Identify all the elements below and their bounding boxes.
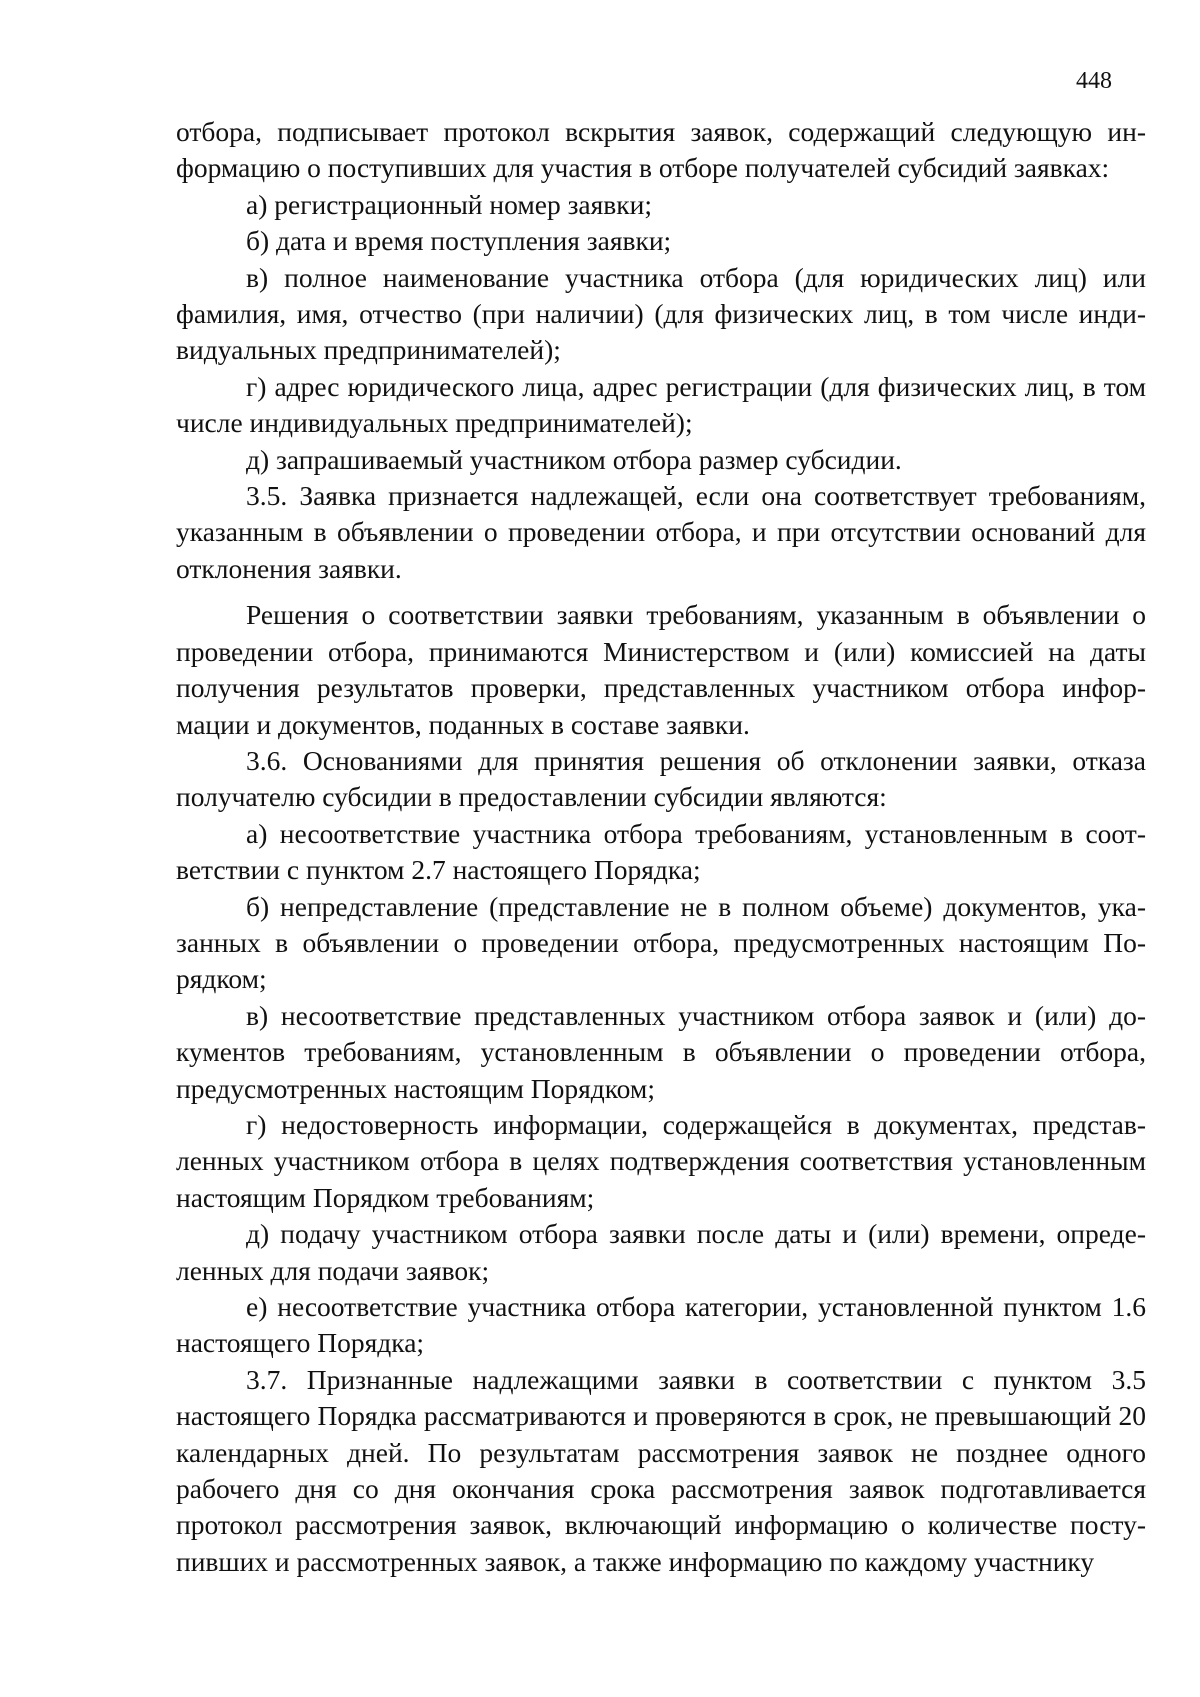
list-item-a: а) регистрационный номер заявки;: [246, 188, 652, 220]
paragraph-decisions: Решения о соответствии заявки требованиям, указанным в объявлении о проведении отбора, принимаются Министерством и (или) комиссией на даты получения результатов проверки, представленных участником отбора информации и документов, поданных в составе заявки.: [176, 599, 1146, 740]
rejection-item-g: г) недостоверность информации, содержащейся в документах, представленных участником отбора в целях подтверждения соответствия установленным настоящим Порядком требованиям;: [176, 1108, 1146, 1213]
list-item-b: б) дата и время поступления заявки;: [246, 225, 672, 257]
list-item-v: в) полное наименование участника отбора (для юридических лиц) или фамилия, имя, отчество (при наличии) (для физических лиц, в том числе индивидуальных предпринимателей);: [176, 261, 1146, 366]
rejection-item-d: д) подачу участником отбора заявки после даты и (или) времени, определенных для подачи заявок;: [176, 1218, 1146, 1286]
section-3-7: 3.7. Признанные надлежащими заявки в соответствии с пунктом 3.5 настоящего Порядка рассматриваются и проверяются в срок, не превышающий 20 календарных дней. По результатам рассмотрения заявок не позднее одного рабочего дня со дня окончания срока рассмотрения заявок подготавливается протокол рассмотрения заявок, включающий информацию о количестве поступивших и рассмотренных заявок, а также информацию по каждому участнику: [176, 1363, 1146, 1577]
page-number: 448: [1076, 68, 1112, 94]
document-body: [176, 114, 1146, 1580]
rejection-item-a: а) несоответствие участника отбора требованиям, установленным в соответствии с пунктом 2.7 настоящего Порядка;: [176, 817, 1146, 886]
list-item-g: г) адрес юридического лица, адрес регистрации (для физических лиц, в том числе индивидуальных предпринимателей);: [176, 370, 1146, 439]
list-item-d: д) запрашиваемый участником отбора размер субсидии.: [246, 443, 902, 475]
section-3-6: 3.6. Основаниями для принятия решения об отклонении заявки, отказа получателю субсидии в предоставлении субсидии являются:: [176, 744, 1146, 813]
section-3-5: 3.5. Заявка признается надлежащей, если она соответствует требованиям, указанным в объявлении о проведении отбора, и при отсутствии оснований для отклонения заявки.: [176, 480, 1146, 584]
rejection-item-v: в) несоответствие представленных участником отбора заявок и (или) документов требованиям, установленным в объявлении о проведении отбора, предусмотренных настоящим Порядком;: [176, 999, 1146, 1104]
paragraph-continuation: отбора, подписывает протокол вскрытия заявок, содержащий следующую информацию о поступивших для участия в отборе получателей субсидий заявках:: [176, 116, 1146, 184]
rejection-item-b: б) непредставление (представление не в полном объеме) документов, указанных в объявлении о проведении отбора, предусмотренных настоящим Порядком;: [176, 890, 1146, 995]
rejection-item-e: е) несоответствие участника отбора категории, установленной пунктом 1.6 настоящего Порядка;: [176, 1291, 1146, 1359]
